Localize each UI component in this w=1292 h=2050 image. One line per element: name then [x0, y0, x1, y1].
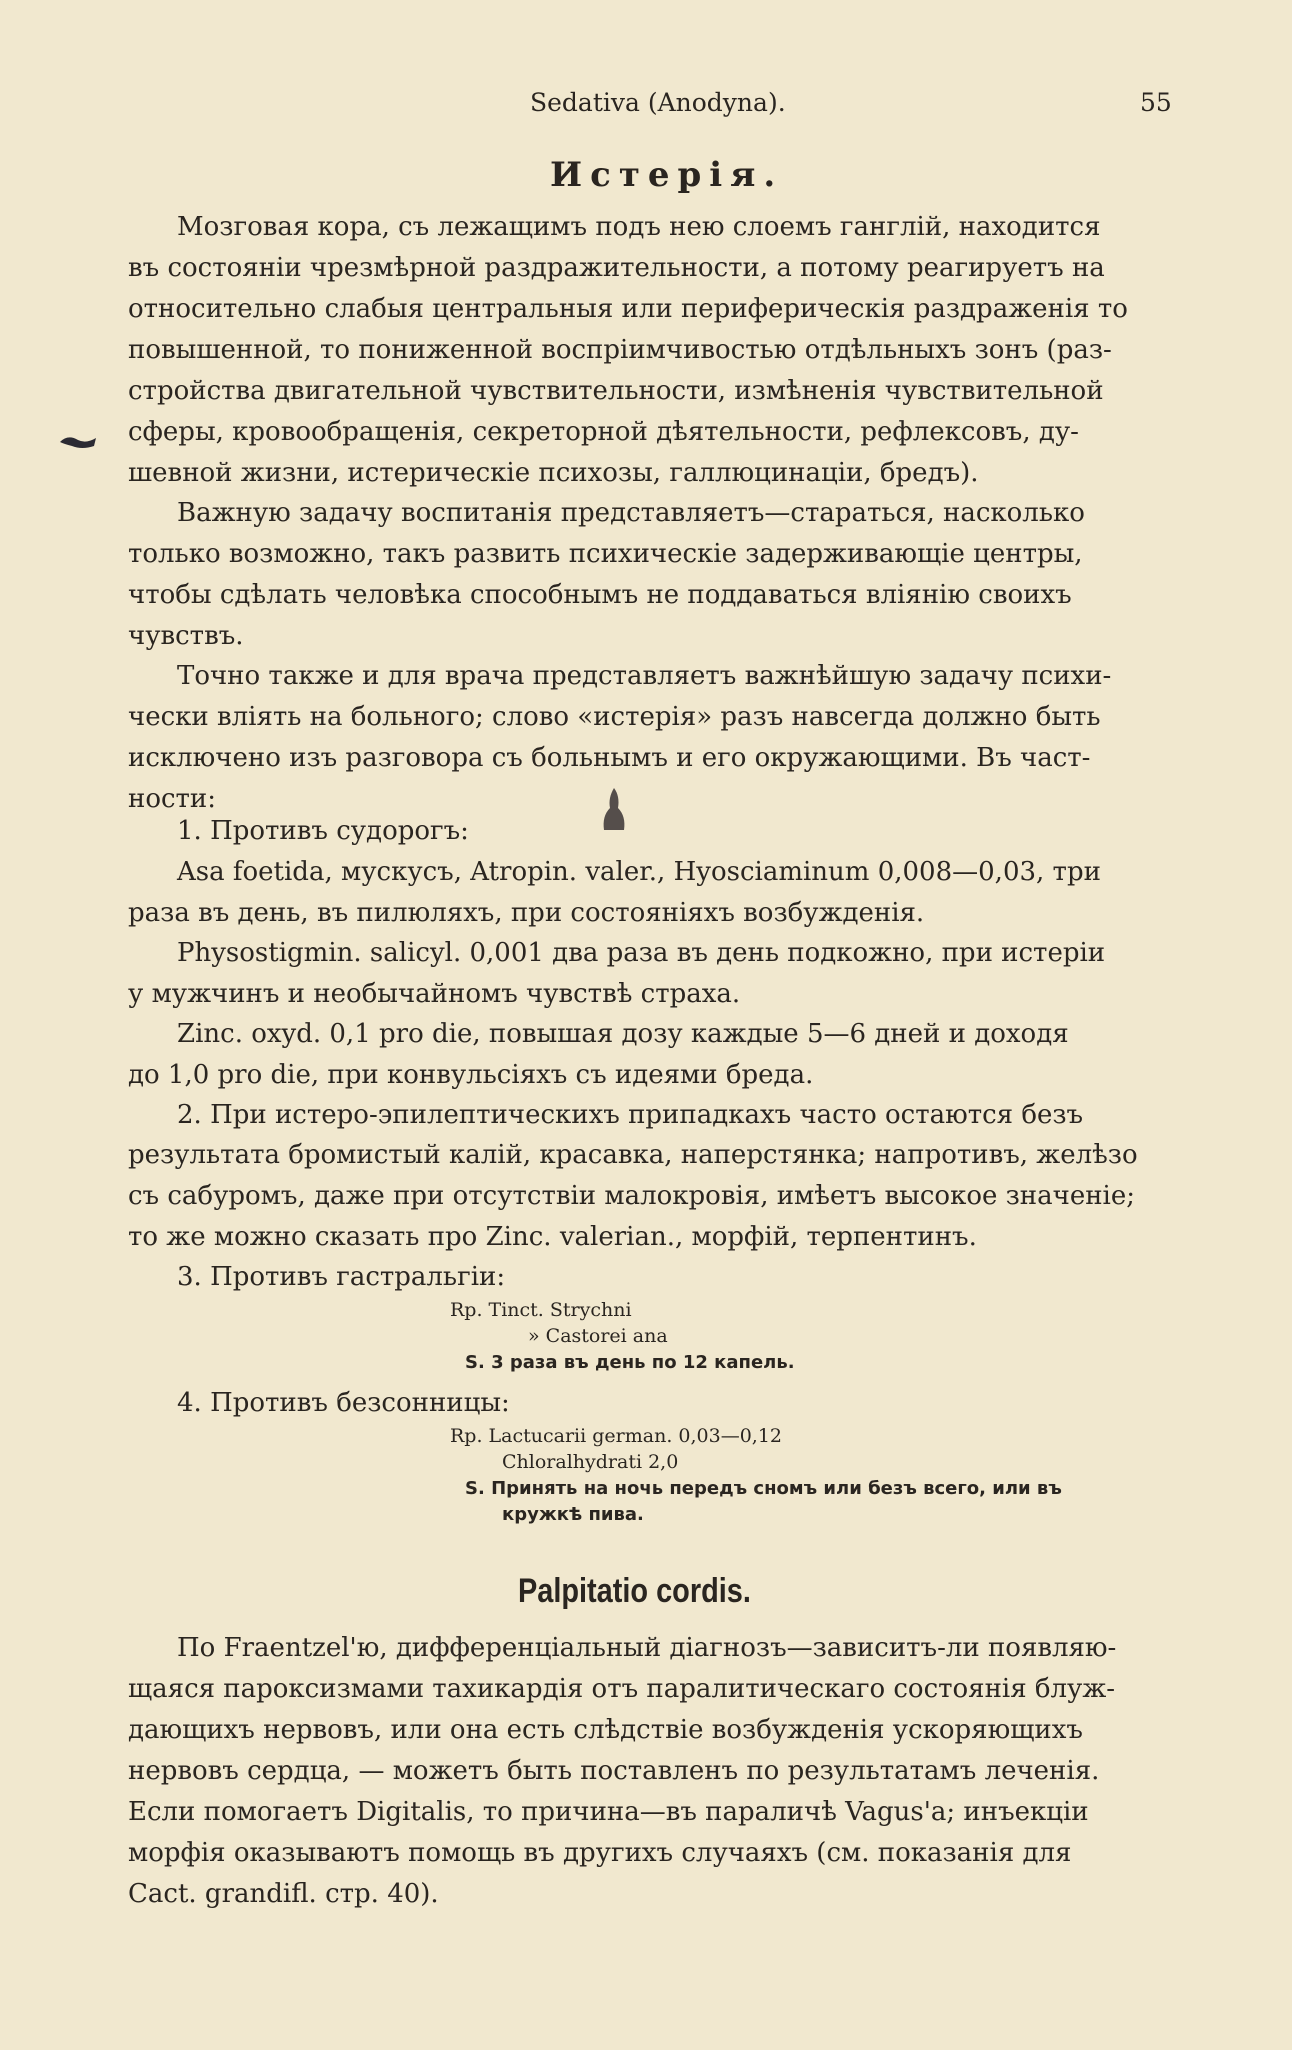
text-line: результата бромистый калій, красавка, наперстянка; напротивъ, желѣзо	[128, 1140, 1138, 1170]
text-line: Cact. grandifl. стр. 40).	[128, 1879, 439, 1909]
text-line: Physostigmin. salicyl. 0,001 два раза въ день подкожно, при истеріи	[177, 938, 1106, 968]
text-line: исключено изъ разговора съ больнымъ и его окружающими. Въ част-	[128, 743, 1091, 773]
section-heading-hysteria: Истерія.	[550, 155, 784, 195]
text-line: съ сабуромъ, даже при отсутствіи малокровія, имѣетъ высокое значеніе;	[128, 1181, 1136, 1211]
text-line: ности:	[128, 784, 217, 814]
list-item-heading: 3. Противъ гастральгіи:	[177, 1262, 506, 1292]
text-line: до 1,0 pro die, при конвульсіяхъ съ идеями бреда.	[128, 1060, 814, 1090]
text-line: дающихъ нервовъ, или она есть слѣдствіе возбужденія ускоряющихъ	[128, 1715, 1083, 1745]
text-line: относительно слабыя центральныя или периферическія раздраженія то	[128, 294, 1128, 324]
ink-mark-icon	[58, 430, 98, 450]
text-line: 2. При истеро-эпилептическихъ припадкахъ часто остаются безъ	[177, 1100, 1084, 1130]
prescription-line: Rp. Lactucarii german. 0,03—0,12	[450, 1425, 783, 1447]
text-line: повышенной, то пониженной воспріимчивостью отдѣльныхъ зонъ (раз-	[128, 335, 1112, 365]
text-line: шевной жизни, истерическіе психозы, галлюцинаціи, бредъ).	[128, 458, 979, 488]
list-item-heading: 1. Противъ судорогъ:	[177, 816, 469, 846]
text-line: Asa foetida, мускусъ, Atropin. valer., Hyosciaminum 0,008—0,03, три	[177, 857, 1101, 887]
text-line: чтобы сдѣлать человѣка способнымъ не поддаваться вліянію своихъ	[128, 580, 1072, 610]
text-line: морфія оказываютъ помощь въ другихъ случаяхъ (см. показанія для	[128, 1838, 1072, 1868]
prescription-line: кружкѣ пива.	[502, 1504, 644, 1525]
running-title: Sedativa (Anodyna).	[530, 88, 786, 117]
text-line: раза въ день, въ пилюляхъ, при состояніяхъ возбужденія.	[128, 898, 925, 928]
text-line: Мозговая кора, съ лежащимъ подъ нею слоемъ ганглій, находится	[177, 212, 1101, 242]
prescription-line: S. 3 раза въ день по 12 капель.	[465, 1352, 795, 1373]
prescription-line: S. Принять на ночь передъ сномъ или безъ всего, или въ	[465, 1478, 1062, 1499]
text-line: Если помогаетъ Digitalis, то причина—въ параличѣ Vagus'a; инъекціи	[128, 1797, 1089, 1827]
text-line: чувствъ.	[128, 621, 244, 651]
page-number: 55	[1140, 88, 1172, 117]
text-line: щаяся пароксизмами тахикардія отъ паралитическаго состоянія блуж-	[128, 1674, 1116, 1704]
text-line: стройства двигательной чувствительности, измѣненія чувствительной	[128, 376, 1104, 406]
ink-blot-icon	[600, 786, 630, 832]
list-item-heading: 4. Противъ безсонницы:	[177, 1388, 510, 1418]
text-line: въ состояніи чрезмѣрной раздражительности, а потому реагируетъ на	[128, 253, 1105, 283]
text-line: Важную задачу воспитанія представляетъ—стараться, насколько	[177, 498, 1085, 528]
text-line: у мужчинъ и необычайномъ чувствѣ страха.	[128, 979, 741, 1009]
prescription-line: Chloralhydrati 2,0	[502, 1451, 679, 1473]
text-line: только возможно, такъ развить психическіе задерживающіе центры,	[128, 539, 1083, 569]
text-line: то же можно сказать про Zinc. valerian., морфій, терпентинъ.	[128, 1222, 977, 1252]
text-line: По Fraentzel'ю, дифференціальный діагнозъ—зависитъ-ли появляю-	[177, 1633, 1117, 1663]
prescription-line: » Castorei ana	[528, 1325, 668, 1347]
text-line: чески вліять на больного; слово «истерія» разъ навсегда должно быть	[128, 702, 1101, 732]
text-line: сферы, кровообращенія, секреторной дѣятельности, рефлексовъ, ду-	[128, 417, 1079, 447]
section-heading-palpitatio: Palpitatio cordis.	[518, 1572, 751, 1610]
text-line: Точно также и для врача представляетъ важнѣйшую задачу психи-	[177, 661, 1112, 691]
prescription-line: Rp. Tinct. Strychni	[450, 1299, 632, 1321]
text-line: Zinc. oxyd. 0,1 pro die, повышая дозу каждые 5—6 дней и доходя	[177, 1019, 1069, 1049]
text-line: нервовъ сердца, — можетъ быть поставленъ по результатамъ леченія.	[128, 1756, 1100, 1786]
